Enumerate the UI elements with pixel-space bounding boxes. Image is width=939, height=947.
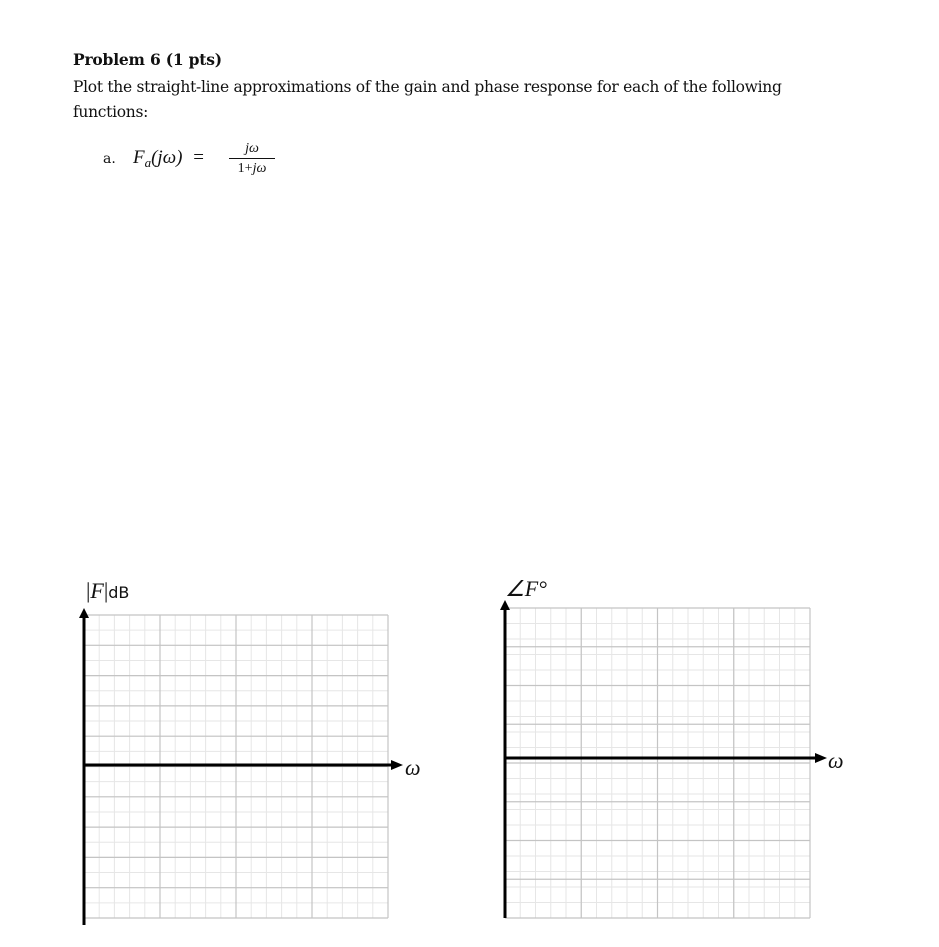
phase-axis-label: ∠F° [505, 576, 547, 601]
gain-label-bar-right: | [103, 578, 109, 603]
gain-label-symbol: F [90, 578, 104, 603]
x-axis-arrow [815, 753, 827, 763]
gain-label-unit: dB [108, 583, 130, 602]
gain-omega-label: ω [405, 755, 421, 780]
lhs-function: F [133, 147, 145, 168]
x-axis-arrow [391, 760, 403, 770]
phase-plot-grid [494, 596, 839, 921]
problem-instructions: Plot the straight-line approximations of the gain and phase response for each of the following functions: [73, 78, 782, 121]
numerator: jω [229, 140, 275, 159]
phase-omega-label: ω [828, 748, 844, 773]
gain-label-bar-left: | [86, 578, 91, 603]
y-axis-arrow [500, 600, 510, 610]
lhs-subscript: a [144, 155, 152, 170]
fraction [229, 140, 275, 179]
equals-sign: = [193, 147, 204, 168]
gain-plot-grid [70, 600, 420, 930]
lhs-argument: (jω) [151, 147, 183, 168]
equation-label: a. [103, 151, 116, 167]
problem-title: Problem 6 (1 pts) [73, 50, 222, 69]
y-axis-arrow [79, 608, 89, 618]
denominator-var: jω [252, 161, 267, 176]
equation-lhs [133, 147, 204, 171]
denominator-const: 1+ [237, 161, 253, 176]
denominator [229, 159, 275, 179]
